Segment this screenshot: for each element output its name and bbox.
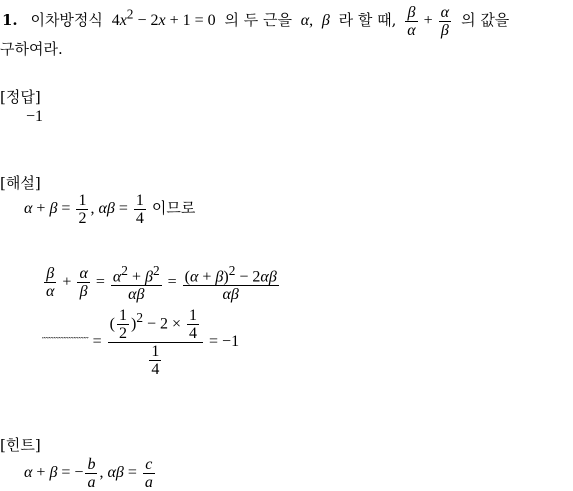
solution-step-2: ˝˝˝˝˝˝˝˝˝˝˝˝˝˝ = ( $\frac{1}{2}$ )$^2$ − 2 × $\frac{1}{4}$ $\frac{1}{4}$ = −1: [42, 307, 240, 379]
problem-statement: 1. 이차방정식 $4x^2 - 2x + 1 = 0$ 의 두 근을 α, β 라 할 때, $\frac{\beta}{\alpha}$ + $\frac{\alpha}{\beta}$ 의 값을: [2, 4, 510, 39]
solution-label: [해설]: [0, 174, 41, 192]
problem-number: 1.: [2, 11, 18, 30]
hint-formula: α + β = − $\frac{b}{a}$ , αβ = $\frac{c}{a}$: [24, 456, 153, 491]
answer-label: [정답]: [0, 88, 41, 106]
solution-vieta-text: 이므로: [151, 199, 196, 218]
leader-dots: ˝˝˝˝˝˝˝˝˝˝˝˝˝˝: [42, 336, 89, 348]
problem-text-when: 라 할 때,: [338, 11, 397, 30]
hint-label: [힌트]: [0, 436, 41, 454]
root-alpha: α: [300, 12, 310, 30]
answer-value: −1: [26, 108, 44, 125]
problem-text-middle: 의 두 근을: [224, 11, 292, 30]
root-beta: β: [321, 12, 330, 30]
solution-vieta: α + β = $\frac{1}{2}$ , αβ = $\frac{1}{4}$ 이므로: [24, 192, 196, 227]
problem-text-before: 이차방정식: [30, 11, 103, 30]
solution-step-1: $\frac{\beta}{\alpha}$ + $\frac{\alpha}{\beta}$ = $\frac{\alpha^2 + \beta^2}{\alpha\beta}$ = $\frac{(\alpha + \beta)^2 - 2\alpha\beta}{\alpha\beta}$: [46, 263, 277, 304]
problem-text-after: 의 값을: [461, 11, 510, 30]
problem-equation: $4x^2 - 2x + 1 = 0$: [111, 6, 216, 30]
solution-result: = −1: [209, 332, 240, 350]
problem-line-2: 구하여라.: [0, 40, 63, 58]
problem-expression: $\frac{\beta}{\alpha}$ + $\frac{\alpha}{\beta}$: [407, 4, 450, 39]
